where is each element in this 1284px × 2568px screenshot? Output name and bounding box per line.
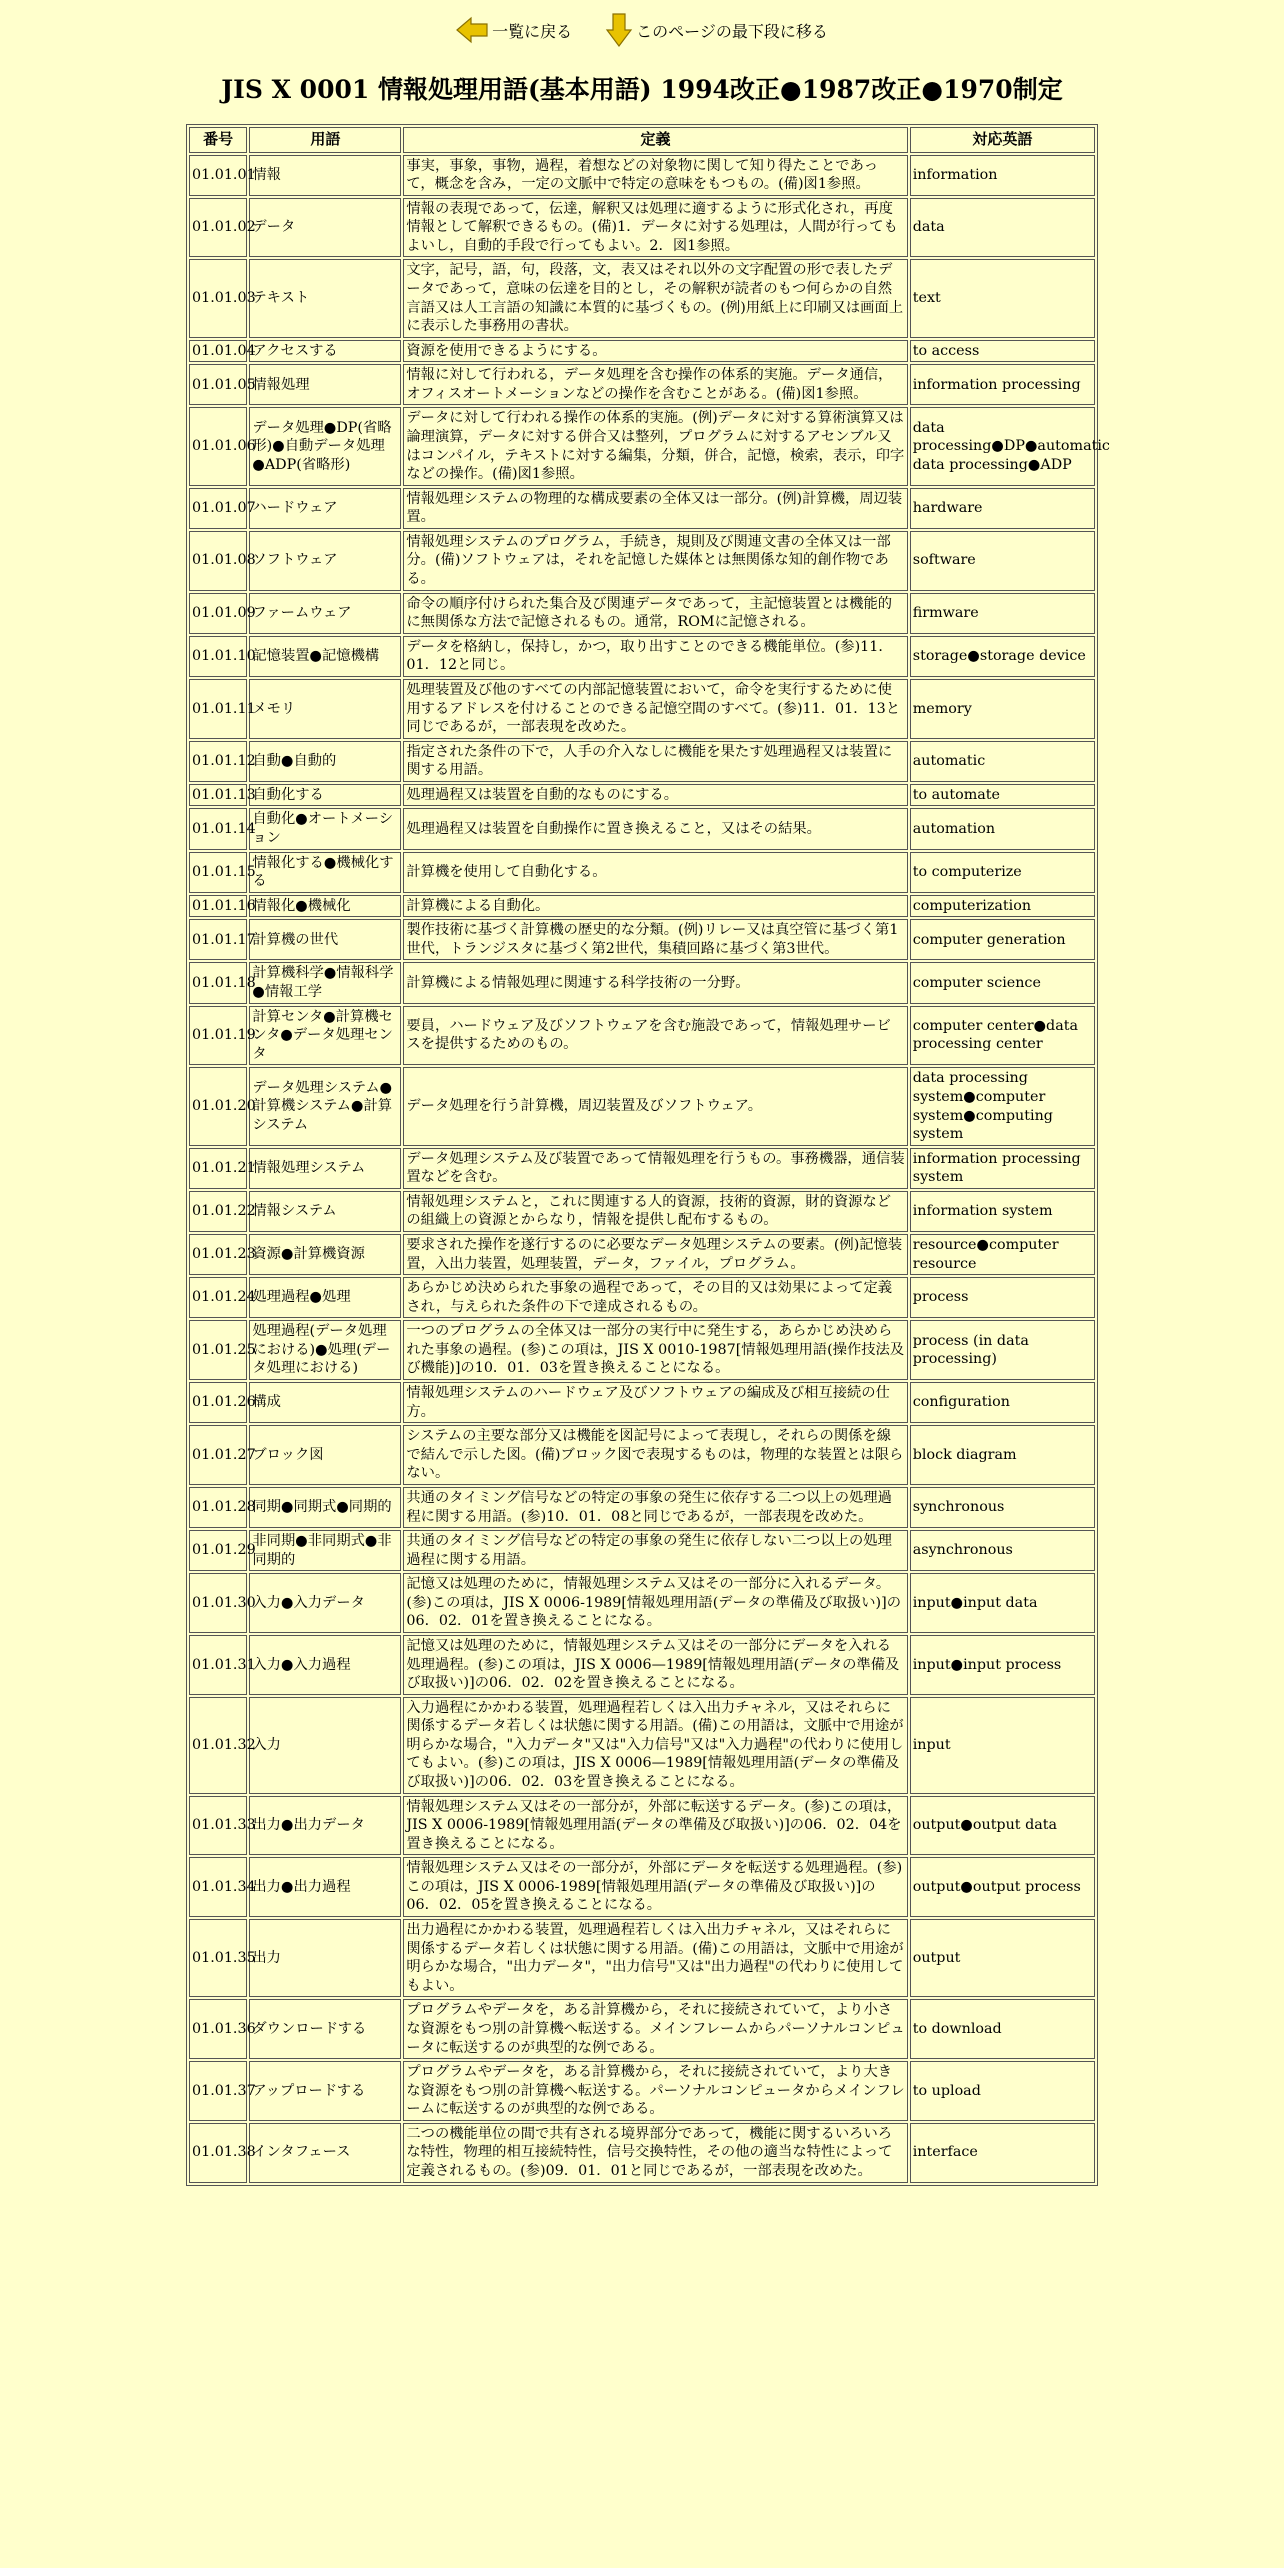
- term-definition: 情報処理システムのハードウェア及びソフトウェアの編成及び相互接続の仕方。: [403, 1382, 907, 1423]
- term-definition: データを格納し，保持し，かつ，取り出すことのできる機能単位。(参)11．01．12と同じ。: [403, 636, 907, 677]
- term-english: asynchronous: [910, 1530, 1095, 1571]
- term-name: 情報化●機械化: [249, 895, 401, 918]
- term-name: 計算機の世代: [249, 919, 401, 960]
- arrow-down-icon: [606, 13, 632, 47]
- term-definition: 計算機による情報処理に関連する科学技術の一分野。: [403, 962, 907, 1003]
- term-english: output●output data: [910, 1796, 1095, 1856]
- term-name: 計算機科学●情報科学●情報工学: [249, 962, 401, 1003]
- table-row: [189, 488, 1095, 529]
- table-row: [189, 1697, 1095, 1794]
- term-definition: 処理過程又は装置を自動的なものにする。: [403, 784, 907, 807]
- term-name: ブロック図: [249, 1425, 401, 1485]
- term-english: computer science: [910, 962, 1095, 1003]
- term-english: synchronous: [910, 1487, 1095, 1528]
- term-name: 情報化する●機械化する: [249, 852, 401, 893]
- term-number: 01.01.33: [189, 1796, 247, 1856]
- term-definition: 情報処理システムの物理的な構成要素の全体又は一部分。(例)計算機，周辺装置。: [403, 488, 907, 529]
- term-english: interface: [910, 2123, 1095, 2183]
- term-name: 情報システム: [249, 1191, 401, 1232]
- table-row: [189, 1148, 1095, 1189]
- term-definition: 二つの機能単位の間で共有される境界部分であって，機能に関するいろいろな特性，物理的相互接続特性，信号交換特性，その他の適当な特性によって定義されるもの。(参)09．01．01と同じであるが，一部表現を改めた。: [403, 2123, 907, 2183]
- term-name: アクセスする: [249, 340, 401, 363]
- table-header-row: [189, 127, 1095, 153]
- term-definition: 情報の表現であって，伝達，解釈又は処理に適するように形式化され，再度情報として解釈できるもの。(備)1．データに対する処理は，人間が行ってもよいし，自動的手段で行ってもよい。2．図1参照。: [403, 198, 907, 258]
- term-name: 入力●入力過程: [249, 1635, 401, 1695]
- term-definition: プログラムやデータを，ある計算機から，それに接続されていて，より大きな資源をもつ別の計算機へ転送する。パーソナルコンピュータからメインフレームに転送するのが典型的な例である。: [403, 2061, 907, 2121]
- term-english: information processing: [910, 364, 1095, 405]
- table-row: [189, 741, 1095, 782]
- header-term: 用語: [249, 127, 401, 153]
- back-to-list-link[interactable]: [456, 17, 572, 43]
- term-definition: 共通のタイミング信号などの特定の事象の発生に依存しない二つ以上の処理過程に関する用語。: [403, 1530, 907, 1571]
- table-row: [189, 636, 1095, 677]
- term-english: output●output process: [910, 1857, 1095, 1917]
- term-english: computerization: [910, 895, 1095, 918]
- table-row: [189, 1573, 1095, 1633]
- term-definition: 処理過程又は装置を自動操作に置き換えること，又はその結果。: [403, 808, 907, 849]
- term-number: 01.01.21: [189, 1148, 247, 1189]
- term-definition: 情報処理システムのプログラム，手続き，規則及び関連文書の全体又は一部分。(備)ソフトウェアは，それを記憶した媒体とは無関係な知的創作物である。: [403, 531, 907, 591]
- table-row: [189, 531, 1095, 591]
- table-row: [189, 1425, 1095, 1485]
- term-english: computer generation: [910, 919, 1095, 960]
- go-to-bottom-label: このページの最下段に移る: [636, 21, 828, 41]
- term-english: data: [910, 198, 1095, 258]
- term-number: 01.01.10: [189, 636, 247, 677]
- term-number: 01.01.04: [189, 340, 247, 363]
- term-english: automatic: [910, 741, 1095, 782]
- term-number: 01.01.20: [189, 1067, 247, 1145]
- table-row: [189, 1999, 1095, 2059]
- term-number: 01.01.06: [189, 407, 247, 485]
- term-name: 情報処理システム: [249, 1148, 401, 1189]
- term-name: 出力: [249, 1919, 401, 1997]
- term-definition: 指定された条件の下で，人手の介入なしに機能を果たす処理過程又は装置に関する用語。: [403, 741, 907, 782]
- term-english: resource●computer resource: [910, 1234, 1095, 1275]
- term-number: 01.01.14: [189, 808, 247, 849]
- term-definition: 情報処理システム又はその一部分が，外部にデータを転送する処理過程。(参)この項は，JIS X 0006-1989[情報処理用語(データの準備及び取扱い)]の06．02．05を置き換えることになる。: [403, 1857, 907, 1917]
- term-number: 01.01.29: [189, 1530, 247, 1571]
- term-english: information system: [910, 1191, 1095, 1232]
- term-number: 01.01.02: [189, 198, 247, 258]
- term-number: 01.01.08: [189, 531, 247, 591]
- term-definition: あらかじめ決められた事象の過程であって，その目的又は効果によって定義され，与えられた条件の下で達成されるもの。: [403, 1277, 907, 1318]
- term-english: data processing●DP●automatic data processing●ADP: [910, 407, 1095, 485]
- term-name: アップロードする: [249, 2061, 401, 2121]
- term-number: 01.01.18: [189, 962, 247, 1003]
- term-name: 資源●計算機資源: [249, 1234, 401, 1275]
- term-number: 01.01.16: [189, 895, 247, 918]
- term-name: 同期●同期式●同期的: [249, 1487, 401, 1528]
- term-number: 01.01.36: [189, 1999, 247, 2059]
- term-number: 01.01.35: [189, 1919, 247, 1997]
- term-number: 01.01.23: [189, 1234, 247, 1275]
- term-definition: 記憶又は処理のために，情報処理システム又はその一部分にデータを入れる処理過程。(参)この項は，JIS X 0006—1989[情報処理用語(データの準備及び取扱い)]の06．02．02を置き換えることになる。: [403, 1635, 907, 1695]
- table-row: [189, 1635, 1095, 1695]
- term-name: ファームウェア: [249, 593, 401, 634]
- term-name: 計算センタ●計算機センタ●データ処理センタ: [249, 1006, 401, 1066]
- table-row: [189, 1191, 1095, 1232]
- term-number: 01.01.38: [189, 2123, 247, 2183]
- term-english: text: [910, 259, 1095, 337]
- table-row: [189, 895, 1095, 918]
- term-english: to access: [910, 340, 1095, 363]
- term-number: 01.01.11: [189, 679, 247, 739]
- term-name: 自動化する: [249, 784, 401, 807]
- term-number: 01.01.24: [189, 1277, 247, 1318]
- table-row: [189, 1919, 1095, 1997]
- term-name: データ処理システム●計算機システム●計算システム: [249, 1067, 401, 1145]
- term-english: input: [910, 1697, 1095, 1794]
- term-name: テキスト: [249, 259, 401, 337]
- table-row: [189, 593, 1095, 634]
- term-definition: 処理装置及び他のすべての内部記憶装置において，命令を実行するために使用するアドレスを付けることのできる記憶空間のすべて。(参)11．01．13と同じであるが，一部表現を改めた。: [403, 679, 907, 739]
- term-definition: 入力過程にかかわる装置，処理過程若しくは入出力チャネル，又はそれらに関係するデータ若しくは状態に関する用語。(備)この用語は，文脈中で用途が明らかな場合，"入力データ"又は"入力信号"又は"入力過程"の代わりに使用してもよい。(参)この項は，JIS X 0006—1989[情報処理用語(データの準備及び取扱い)]の06．02．03を置き換えることになる。: [403, 1697, 907, 1794]
- term-definition: システムの主要な部分又は機能を図記号によって表現し，それらの関係を線で結んで示した図。(備)ブロック図で表現するものは，物理的な装置とは限らない。: [403, 1425, 907, 1485]
- term-definition: 事実，事象，事物，過程，着想などの対象物に関して知り得たことであって，概念を含み，一定の文脈中で特定の意味をもつもの。(備)図1参照。: [403, 155, 907, 196]
- term-name: 自動●自動的: [249, 741, 401, 782]
- term-definition: 情報処理システム又はその一部分が，外部に転送するデータ。(参)この項は，JIS X 0006-1989[情報処理用語(データの準備及び取扱い)]の06．02．04を置き換えることになる。: [403, 1796, 907, 1856]
- term-english: process: [910, 1277, 1095, 1318]
- term-number: 01.01.05: [189, 364, 247, 405]
- table-row: [189, 340, 1095, 363]
- term-name: ソフトウェア: [249, 531, 401, 591]
- term-name: 入力●入力データ: [249, 1573, 401, 1633]
- term-english: to upload: [910, 2061, 1095, 2121]
- table-row: [189, 919, 1095, 960]
- term-english: software: [910, 531, 1095, 591]
- term-definition: 情報に対して行われる，データ処理を含む操作の体系的実施。データ通信，オフィスオートメーションなどの操作を含むことがある。(備)図1参照。: [403, 364, 907, 405]
- term-name: 情報処理: [249, 364, 401, 405]
- table-row: [189, 407, 1095, 485]
- table-row: [189, 852, 1095, 893]
- term-definition: 出力過程にかかわる装置，処理過程若しくは入出力チャネル，又はそれらに関係するデータ若しくは状態に関する用語。(備)この用語は，文脈中で用途が明らかな場合，"出力データ"，"出力信号"又は"出力過程"の代わりに使用してもよい。: [403, 1919, 907, 1997]
- term-number: 01.01.13: [189, 784, 247, 807]
- term-number: 01.01.34: [189, 1857, 247, 1917]
- term-name: データ処理●DP(省略形)●自動データ処理●ADP(省略形): [249, 407, 401, 485]
- term-english: to download: [910, 1999, 1095, 2059]
- term-name: 非同期●非同期式●非同期的: [249, 1530, 401, 1571]
- term-name: 入力: [249, 1697, 401, 1794]
- term-name: ダウンロードする: [249, 1999, 401, 2059]
- header-number: 番号: [189, 127, 247, 153]
- table-row: [189, 1382, 1095, 1423]
- header-definition: 定義: [403, 127, 907, 153]
- back-to-list-label: 一覧に戻る: [492, 21, 573, 41]
- term-definition: 文字，記号，語，句，段落，文，表又はそれ以外の文字配置の形で表したデータであって，意味の伝達を目的とし，その解釈が読者のもつ何らかの自然言語又は人工言語の知識に本質的に基づくもの。(例)用紙上に印刷又は画面上に表示した事務用の書状。: [403, 259, 907, 337]
- term-number: 01.01.09: [189, 593, 247, 634]
- term-name: ハードウェア: [249, 488, 401, 529]
- term-definition: 共通のタイミング信号などの特定の事象の発生に依存する二つ以上の処理過程に関する用語。(参)10．01．08と同じであるが，一部表現を改めた。: [403, 1487, 907, 1528]
- table-row: [189, 679, 1095, 739]
- term-english: configuration: [910, 1382, 1095, 1423]
- header-english: 対応英語: [910, 127, 1095, 153]
- term-number: 01.01.07: [189, 488, 247, 529]
- term-english: information processing system: [910, 1148, 1095, 1189]
- term-name: メモリ: [249, 679, 401, 739]
- table-row: [189, 962, 1095, 1003]
- table-row: [189, 1857, 1095, 1917]
- term-definition: 情報処理システムと，これに関連する人的資源，技術的資源，財的資源などの組織上の資源とからなり，情報を提供し配布するもの。: [403, 1191, 907, 1232]
- table-row: [189, 1006, 1095, 1066]
- table-row: [189, 259, 1095, 337]
- term-number: 01.01.27: [189, 1425, 247, 1485]
- term-number: 01.01.22: [189, 1191, 247, 1232]
- term-definition: 一つのプログラムの全体又は一部分の実行中に発生する，あらかじめ決められた事象の過程。(参)この項は，JIS X 0010-1987[情報処理用語(操作技法及び機能)]の10．01．03を置き換えることになる。: [403, 1320, 907, 1380]
- term-english: memory: [910, 679, 1095, 739]
- term-definition: 製作技術に基づく計算機の歴史的な分類。(例)リレー又は真空管に基づく第1世代，トランジスタに基づく第2世代，集積回路に基づく第3世代。: [403, 919, 907, 960]
- terms-table: [186, 124, 1110, 2186]
- table-row: [189, 155, 1095, 196]
- term-english: block diagram: [910, 1425, 1095, 1485]
- table-row: [189, 1067, 1095, 1145]
- term-english: firmware: [910, 593, 1095, 634]
- term-english: automation: [910, 808, 1095, 849]
- arrow-left-icon: [456, 17, 488, 43]
- term-name: 処理過程●処理: [249, 1277, 401, 1318]
- term-number: 01.01.19: [189, 1006, 247, 1066]
- term-number: 01.01.01: [189, 155, 247, 196]
- table-row: [189, 1530, 1095, 1571]
- term-english: data processing system●computer system●computing system: [910, 1067, 1095, 1145]
- term-english: to computerize: [910, 852, 1095, 893]
- table-row: [189, 1796, 1095, 1856]
- term-english: input●input data: [910, 1573, 1095, 1633]
- term-definition: 資源を使用できるようにする。: [403, 340, 907, 363]
- term-number: 01.01.03: [189, 259, 247, 337]
- term-number: 01.01.31: [189, 1635, 247, 1695]
- term-definition: 記憶又は処理のために，情報処理システム又はその一部分に入れるデータ。(参)この項は，JIS X 0006-1989[情報処理用語(データの準備及び取扱い)]の06．02．01を置き換えることになる。: [403, 1573, 907, 1633]
- term-name: 自動化●オートメーション: [249, 808, 401, 849]
- term-name: 記憶装置●記憶機構: [249, 636, 401, 677]
- term-name: データ: [249, 198, 401, 258]
- term-definition: プログラムやデータを，ある計算機から，それに接続されていて，より小さな資源をもつ別の計算機へ転送する。メインフレームからパーソナルコンピュータに転送するのが典型的な例である。: [403, 1999, 907, 2059]
- table-row: [189, 198, 1095, 258]
- term-number: 01.01.26: [189, 1382, 247, 1423]
- table-row: [189, 1487, 1095, 1528]
- table-row: [189, 808, 1095, 849]
- term-english: information: [910, 155, 1095, 196]
- term-number: 01.01.32: [189, 1697, 247, 1794]
- term-english: input●input process: [910, 1635, 1095, 1695]
- table-row: [189, 364, 1095, 405]
- term-definition: 計算機による自動化。: [403, 895, 907, 918]
- term-name: 出力●出力過程: [249, 1857, 401, 1917]
- term-number: 01.01.30: [189, 1573, 247, 1633]
- term-definition: 命令の順序付けられた集合及び関連データであって，主記憶装置とは機能的に無関係な方法で記憶されるもの。通常，ROMに記憶される。: [403, 593, 907, 634]
- term-english: to automate: [910, 784, 1095, 807]
- term-name: 構成: [249, 1382, 401, 1423]
- term-number: 01.01.25: [189, 1320, 247, 1380]
- term-english: storage●storage device: [910, 636, 1095, 677]
- term-definition: 要求された操作を遂行するのに必要なデータ処理システムの要素。(例)記憶装置，入出力装置，処理装置，データ，ファイル，プログラム。: [403, 1234, 907, 1275]
- term-name: インタフェース: [249, 2123, 401, 2183]
- term-number: 01.01.12: [189, 741, 247, 782]
- term-name: 処理過程(データ処理における)●処理(データ処理における): [249, 1320, 401, 1380]
- go-to-bottom-link[interactable]: [606, 13, 828, 47]
- table-row: [189, 2123, 1095, 2183]
- term-definition: データ処理システム及び装置であって情報処理を行うもの。事務機器，通信装置などを含む。: [403, 1148, 907, 1189]
- term-number: 01.01.37: [189, 2061, 247, 2121]
- term-english: hardware: [910, 488, 1095, 529]
- table-row: [189, 1320, 1095, 1380]
- table-row: [189, 1277, 1095, 1318]
- term-number: 01.01.17: [189, 919, 247, 960]
- term-english: process (in data processing): [910, 1320, 1095, 1380]
- term-definition: データに対して行われる操作の体系的実施。(例)データに対する算術演算又は論理演算，データに対する併合又は整列，プログラムに対するアセンブル又はコンパイル，テキストに対する編集，分類，併合，記憶，検索，表示，印字などの操作。(備)図1参照。: [403, 407, 907, 485]
- table-row: [189, 2061, 1095, 2121]
- top-nav: [0, 0, 1284, 58]
- term-number: 01.01.15: [189, 852, 247, 893]
- term-english: output: [910, 1919, 1095, 1997]
- term-english: computer center●data processing center: [910, 1006, 1095, 1066]
- page-title: JIS X 0001 情報処理用語(基本用語) 1994改正●1987改正●1970制定: [221, 75, 1063, 104]
- term-definition: 要員，ハードウェア及びソフトウェアを含む施設であって，情報処理サービスを提供するためのもの。: [403, 1006, 907, 1066]
- term-definition: 計算機を使用して自動化する。: [403, 852, 907, 893]
- term-number: 01.01.28: [189, 1487, 247, 1528]
- table-row: [189, 784, 1095, 807]
- term-name: 情報: [249, 155, 401, 196]
- term-definition: データ処理を行う計算機，周辺装置及びソフトウェア。: [403, 1067, 907, 1145]
- table-row: [189, 1234, 1095, 1275]
- term-name: 出力●出力データ: [249, 1796, 401, 1856]
